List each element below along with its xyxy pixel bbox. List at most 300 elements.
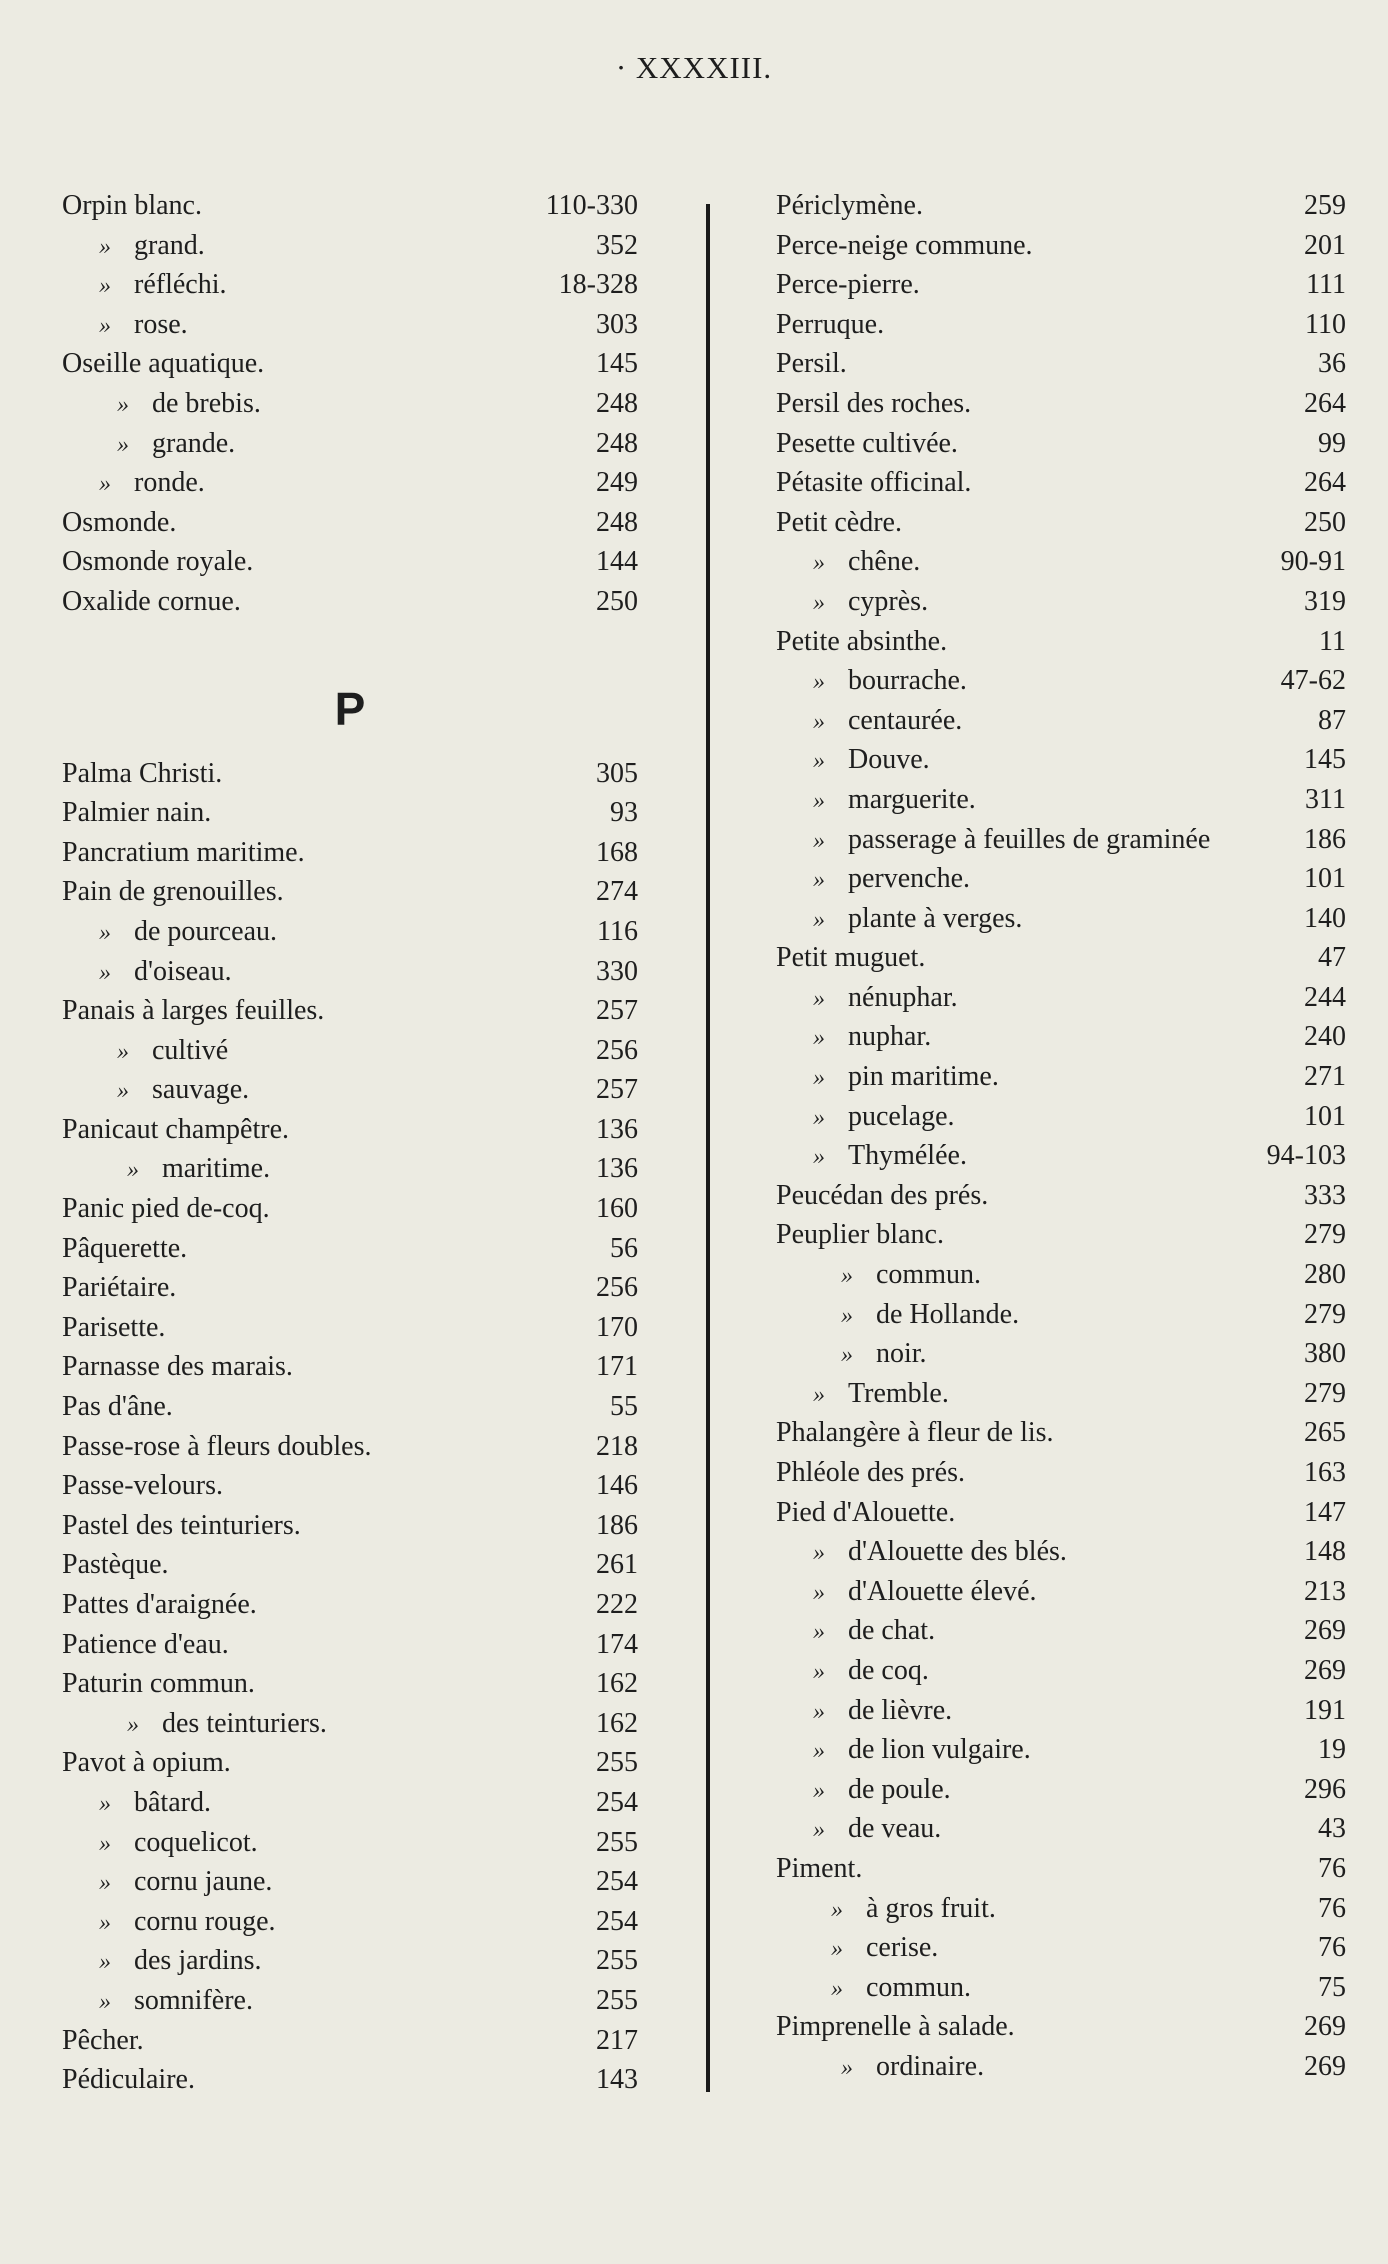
index-entry — [62, 1545, 638, 1585]
entry-term — [776, 1215, 944, 1255]
index-entry — [776, 424, 1346, 464]
entry-page-number: 222 — [596, 1589, 638, 1620]
index-entry — [62, 384, 638, 424]
index-entry — [776, 740, 1346, 780]
entry-page-number: 191 — [1304, 1694, 1346, 1726]
ditto-mark: » — [99, 1870, 111, 1897]
index-entry — [62, 1427, 638, 1467]
entry-term-text: Pain de grenouilles. — [62, 876, 284, 908]
entry-page-number: 330 — [596, 955, 638, 987]
entry-page-number: 148 — [1304, 1536, 1346, 1568]
index-entry — [776, 780, 1346, 820]
ditto-mark: » — [813, 1540, 825, 1567]
entry-page-number: 249 — [596, 467, 638, 499]
entry-term-text: Osmonde royale. — [62, 546, 254, 578]
entry-term-text: Orpin blanc. — [62, 190, 202, 221]
entry-term — [808, 701, 962, 743]
ditto-mark: » — [813, 1619, 825, 1646]
index-entry — [62, 1031, 638, 1071]
entry-page-number: 168 — [596, 836, 638, 868]
index-entry — [62, 1347, 638, 1387]
entry-term-text: Passe-velours. — [62, 1470, 223, 1502]
entry-term-text: Pancratium maritime. — [62, 836, 305, 868]
entry-term-text: Parnasse des marais. — [62, 1351, 293, 1383]
entry-term-text: somnifère. — [134, 1984, 253, 2016]
entry-term-text: bâtard. — [134, 1786, 211, 1818]
ditto-mark: » — [99, 1790, 111, 1817]
entry-term-text: Osmonde. — [62, 506, 177, 538]
entry-page-number: 255 — [596, 1945, 638, 1977]
index-entry — [776, 1532, 1346, 1572]
entry-page-number: 146 — [596, 1470, 638, 1502]
index-entry — [776, 503, 1346, 543]
entry-page-number: 256 — [596, 1034, 638, 1066]
entry-page-number: 170 — [596, 1311, 638, 1343]
entry-page-number: 305 — [596, 757, 638, 789]
section-letter — [62, 658, 638, 754]
entry-term-text: Persil. — [776, 348, 847, 380]
entry-term — [808, 859, 970, 901]
index-entry — [776, 1136, 1346, 1176]
index-entry — [776, 1017, 1346, 1057]
index-entry — [776, 344, 1346, 384]
entry-page-number: 11 — [1319, 625, 1346, 657]
entry-page-number: 279 — [1304, 1298, 1346, 1330]
entry-page-number: 186 — [596, 1509, 638, 1541]
index-entry — [62, 1625, 638, 1665]
index-entry — [62, 1268, 638, 1308]
entry-term — [808, 1532, 1067, 1574]
index-entry — [62, 1149, 638, 1189]
entry-term — [94, 1862, 272, 1904]
entry-term — [62, 1427, 371, 1467]
entry-term-text: Perruque. — [776, 308, 885, 340]
entry-term — [94, 912, 277, 954]
index-entry — [776, 1334, 1346, 1374]
ditto-mark: » — [813, 827, 825, 854]
index-entry — [776, 1889, 1346, 1929]
entry-term — [62, 582, 241, 622]
index-entry — [62, 226, 638, 266]
entry-term-text: bourrache. — [848, 665, 967, 697]
entry-term-text: Passe-rose à fleurs doubles. — [62, 1430, 372, 1462]
entry-page-number: 47 — [1318, 942, 1346, 974]
index-entry — [62, 2060, 638, 2100]
entry-page-number: 240 — [1304, 1021, 1346, 1053]
entry-term-text: ronde. — [134, 467, 205, 499]
entry-term-text: Phalangère à fleur de lis. — [776, 1417, 1054, 1449]
entry-page-number: 279 — [1304, 1219, 1346, 1251]
entry-page-number: 261 — [596, 1549, 638, 1581]
entry-page-number: 254 — [596, 1905, 638, 1937]
entry-page-number: 274 — [596, 876, 638, 908]
index-entry — [776, 226, 1346, 266]
entry-term-text: de pourceau. — [134, 915, 278, 947]
entry-term — [62, 186, 202, 226]
index-entry — [62, 872, 638, 912]
ditto-mark: » — [117, 391, 129, 418]
entry-page-number: 174 — [596, 1628, 638, 1660]
entry-page-number: 254 — [596, 1786, 638, 1818]
entry-term-text: Pattes d'araignée. — [62, 1589, 257, 1620]
ditto-mark: » — [813, 867, 825, 894]
entry-term — [808, 1611, 935, 1653]
entry-term-text: Pariétaire. — [62, 1272, 177, 1304]
entry-term — [94, 952, 232, 994]
entry-term — [62, 2021, 144, 2061]
entry-page-number: 93 — [610, 797, 638, 829]
entry-page-number: 76 — [1318, 1932, 1346, 1964]
entry-term — [836, 1334, 927, 1376]
index-entry — [776, 820, 1346, 860]
entry-term-text: Perce-neige commune. — [776, 229, 1033, 261]
entry-term-text: de lièvre. — [848, 1694, 953, 1726]
ditto-mark: » — [99, 959, 111, 986]
entry-term — [62, 1268, 176, 1308]
entry-term — [62, 1110, 289, 1150]
entry-term-text: plante à verges. — [848, 902, 1023, 934]
entry-page-number: 144 — [596, 546, 638, 578]
index-entry — [776, 1730, 1346, 1770]
index-entry — [776, 978, 1346, 1018]
entry-term-text: cyprès. — [848, 585, 929, 617]
entry-term-text: de veau. — [848, 1813, 942, 1845]
ditto-mark: » — [813, 985, 825, 1012]
entry-page-number: 110-330 — [545, 190, 638, 221]
index-entry — [776, 938, 1346, 978]
entry-page-number: 36 — [1318, 348, 1346, 380]
entry-term-text: Petite absinthe. — [776, 625, 948, 657]
index-entry — [776, 1651, 1346, 1691]
entry-page-number: 145 — [1304, 744, 1346, 776]
entry-page-number: 47-62 — [1280, 665, 1346, 697]
entry-term — [94, 1941, 262, 1983]
index-entry — [776, 2007, 1346, 2047]
ditto-mark: » — [813, 669, 825, 696]
entry-page-number: 352 — [596, 229, 638, 261]
entry-term-text: Petit muguet. — [776, 942, 926, 974]
entry-term — [62, 1585, 257, 1625]
entry-term-text: marguerite. — [848, 783, 976, 815]
index-entry — [776, 661, 1346, 701]
index-entry — [776, 899, 1346, 939]
entry-term — [62, 2060, 195, 2100]
index-entry — [776, 1611, 1346, 1651]
index-entry — [776, 1770, 1346, 1810]
entry-term-text: Thymélée. — [848, 1140, 967, 1172]
entry-page-number: 255 — [596, 1984, 638, 2016]
index-entry — [62, 1466, 638, 1506]
entry-term — [62, 1466, 223, 1506]
index-entry — [776, 186, 1346, 226]
ditto-mark: » — [127, 1711, 139, 1738]
entry-term — [808, 1374, 949, 1416]
index-entry — [776, 463, 1346, 503]
entry-page-number: 296 — [1304, 1773, 1346, 1805]
index-entry — [62, 1110, 638, 1150]
ditto-mark: » — [813, 1381, 825, 1408]
index-entry — [62, 1981, 638, 2021]
entry-page-number: 55 — [610, 1391, 638, 1423]
ditto-mark: » — [831, 1936, 843, 1963]
ditto-mark: » — [813, 1738, 825, 1765]
entry-term-text: des teinturiers. — [162, 1707, 327, 1739]
entry-term — [776, 186, 923, 226]
index-entry — [62, 793, 638, 833]
ditto-mark: » — [813, 1698, 825, 1725]
entry-term-text: à gros fruit. — [866, 1892, 996, 1924]
entry-term — [94, 1823, 258, 1865]
entry-term — [808, 1730, 1031, 1772]
entry-term — [62, 1545, 169, 1585]
entry-term-text: cultivé — [152, 1034, 229, 1066]
entry-term-text: Peucédan des prés. — [776, 1179, 989, 1211]
ditto-mark: » — [99, 919, 111, 946]
right-column — [776, 186, 1346, 2087]
ditto-mark: » — [99, 273, 111, 300]
entry-page-number: 162 — [596, 1668, 638, 1700]
entry-term-text: Pâquerette. — [62, 1232, 188, 1264]
column-divider — [706, 204, 710, 2092]
entry-term — [94, 1902, 276, 1944]
ditto-mark: » — [813, 1144, 825, 1171]
ditto-mark: » — [117, 431, 129, 458]
index-entry — [62, 1941, 638, 1981]
entry-term — [112, 384, 261, 426]
entry-term-text: des jardins. — [134, 1945, 262, 1977]
entry-page-number: 143 — [596, 2064, 638, 2096]
index-entry — [62, 265, 638, 305]
entry-term-text: de brebis. — [152, 387, 261, 419]
index-entry — [62, 1585, 638, 1625]
entry-page-number: 186 — [1304, 823, 1346, 855]
entry-page-number: 19 — [1318, 1734, 1346, 1766]
ditto-mark: » — [813, 906, 825, 933]
entry-page-number: 256 — [596, 1272, 638, 1304]
entry-page-number: 269 — [1304, 2011, 1346, 2043]
entry-page-number: 213 — [1304, 1575, 1346, 1607]
right-group — [776, 186, 1346, 2087]
entry-term — [62, 1743, 231, 1783]
index-entry — [62, 582, 638, 622]
entry-term-text: de coq. — [848, 1654, 929, 1686]
entry-term-text: ordinaire. — [876, 2050, 985, 2082]
entry-page-number: 254 — [596, 1866, 638, 1898]
entry-page-number: 244 — [1304, 981, 1346, 1013]
entry-term — [808, 780, 976, 822]
entry-term — [826, 1928, 938, 1970]
index-entry — [776, 622, 1346, 662]
entry-term-text: nénuphar. — [848, 981, 958, 1013]
index-entry — [62, 1902, 638, 1942]
entry-term — [808, 582, 928, 624]
entry-term — [776, 1453, 965, 1493]
index-entry — [776, 1374, 1346, 1414]
entry-page-number: 145 — [596, 348, 638, 380]
entry-page-number: 279 — [1304, 1377, 1346, 1409]
entry-page-number: 217 — [596, 2024, 638, 2056]
entry-term — [62, 872, 284, 912]
entry-term-text: Périclymène. — [776, 190, 923, 221]
entry-term-text: commun. — [876, 1259, 981, 1291]
index-entry — [62, 833, 638, 873]
entry-term — [112, 424, 235, 466]
entry-page-number: 265 — [1304, 1417, 1346, 1449]
entry-page-number: 110 — [1305, 308, 1346, 340]
entry-term — [62, 1189, 270, 1229]
entry-term-text: coquelicot. — [134, 1826, 258, 1858]
entry-page-number: 87 — [1318, 704, 1346, 736]
index-entry — [776, 1215, 1346, 1255]
index-entry — [776, 1493, 1346, 1533]
entry-term-text: Parisette. — [62, 1311, 166, 1343]
entry-term — [808, 1057, 999, 1099]
ditto-mark: » — [813, 1104, 825, 1131]
entry-term-text: Pêcher. — [62, 2024, 144, 2056]
entry-term — [776, 1413, 1054, 1453]
entry-term — [62, 542, 253, 582]
index-entry — [62, 2021, 638, 2061]
entry-page-number: 269 — [1304, 1615, 1346, 1647]
entry-term — [836, 1295, 1019, 1337]
index-entry — [776, 1413, 1346, 1453]
ditto-mark: » — [841, 2054, 853, 2081]
entry-term — [62, 1229, 187, 1269]
index-entry — [776, 2047, 1346, 2087]
index-entry — [62, 1704, 638, 1744]
index-entry — [776, 1928, 1346, 1968]
index-entry — [62, 1506, 638, 1546]
ditto-mark: » — [813, 1777, 825, 1804]
entry-term-text: d'Alouette élevé. — [848, 1575, 1037, 1607]
ditto-mark: » — [813, 748, 825, 775]
entry-term-text: Pétasite officinal. — [776, 467, 972, 499]
ditto-mark: » — [99, 1949, 111, 1976]
ditto-mark: » — [813, 1065, 825, 1092]
entry-term-text: Perce-pierre. — [776, 269, 920, 301]
index-entry — [62, 1387, 638, 1427]
entry-page-number: 136 — [596, 1113, 638, 1145]
entry-term-text: rose. — [134, 308, 188, 340]
entry-page-number: 171 — [596, 1351, 638, 1383]
entry-page-number: 248 — [596, 427, 638, 459]
entry-term-text: Persil des roches. — [776, 387, 972, 419]
section-letter-text: P — [334, 682, 366, 735]
entry-term-text: sauvage. — [152, 1074, 250, 1106]
entry-page-number: 250 — [596, 585, 638, 617]
entry-term-text: Pas d'âne. — [62, 1391, 173, 1423]
ditto-mark: » — [117, 1078, 129, 1105]
entry-page-number: 162 — [596, 1707, 638, 1739]
ditto-mark: » — [99, 471, 111, 498]
entry-term-text: maritime. — [162, 1153, 271, 1185]
index-entry — [776, 1691, 1346, 1731]
index-entry — [776, 859, 1346, 899]
entry-page-number: 257 — [596, 1074, 638, 1106]
entry-page-number: 90-91 — [1280, 546, 1346, 578]
entry-term — [776, 344, 847, 384]
entry-term — [808, 661, 967, 703]
ditto-mark: » — [813, 787, 825, 814]
left-column — [62, 186, 638, 2100]
entry-term — [62, 1308, 165, 1348]
entry-page-number: 303 — [596, 308, 638, 340]
index-entry — [62, 991, 638, 1031]
entry-page-number: 140 — [1304, 902, 1346, 934]
entry-page-number: 271 — [1304, 1061, 1346, 1093]
entry-term — [836, 1255, 981, 1297]
entry-term — [776, 384, 971, 424]
entry-term-text: Pastel des teinturiers. — [62, 1509, 301, 1541]
entry-term-text: de Hollande. — [876, 1298, 1020, 1330]
entry-term — [826, 1968, 971, 2010]
entry-term-text: Palmier nain. — [62, 797, 212, 829]
entry-term — [808, 1097, 955, 1139]
entry-term — [776, 2007, 1015, 2047]
entry-page-number: 250 — [1304, 506, 1346, 538]
entry-term-text: grande. — [152, 427, 236, 459]
entry-term-text: Pied d'Alouette. — [776, 1496, 956, 1528]
entry-page-number: 311 — [1305, 783, 1346, 815]
left-group-o — [62, 186, 638, 622]
entry-page-number: 257 — [596, 995, 638, 1027]
index-entry — [62, 1862, 638, 1902]
index-entry — [776, 1176, 1346, 1216]
entry-term-text: Palma Christi. — [62, 757, 223, 789]
entry-term-text: Tremble. — [848, 1377, 949, 1409]
entry-term-text: commun. — [866, 1971, 971, 2003]
entry-page-number: 380 — [1304, 1338, 1346, 1370]
entry-term — [62, 1387, 173, 1427]
ditto-mark: » — [831, 1896, 843, 1923]
entry-page-number: 18-328 — [558, 269, 638, 301]
entry-term-text: Panais à larges feuilles. — [62, 995, 325, 1027]
ditto-mark: » — [99, 1909, 111, 1936]
entry-term-text: Panic pied de-coq. — [62, 1193, 270, 1225]
entry-term-text: d'oiseau. — [134, 955, 232, 987]
entry-term — [62, 991, 324, 1031]
entry-page-number: 248 — [596, 506, 638, 538]
entry-term — [776, 938, 925, 978]
index-entry — [62, 1664, 638, 1704]
entry-term-text: pucelage. — [848, 1100, 955, 1132]
index-entry — [776, 582, 1346, 622]
entry-term-text: Panicaut champêtre. — [62, 1113, 290, 1145]
entry-term-text: Petit cèdre. — [776, 506, 902, 538]
entry-page-number: 76 — [1318, 1852, 1346, 1884]
ditto-mark: » — [127, 1157, 139, 1184]
entry-term-text: passerage à feuilles de graminée — [848, 823, 1211, 855]
entry-term-text: Pédiculaire. — [62, 2064, 195, 2096]
entry-term — [112, 1070, 249, 1112]
entry-term-text: de poule. — [848, 1773, 951, 1805]
entry-page-number: 264 — [1304, 467, 1346, 499]
entry-term — [776, 503, 902, 543]
entry-term — [94, 305, 188, 347]
entry-term-text: de lion vulgaire. — [848, 1734, 1031, 1766]
entry-page-number: 99 — [1318, 427, 1346, 459]
entry-page-number: 116 — [597, 915, 638, 947]
index-entry — [776, 384, 1346, 424]
entry-page-number: 136 — [596, 1153, 638, 1185]
entry-term — [776, 226, 1033, 266]
ditto-mark: » — [99, 233, 111, 260]
entry-page-number: 201 — [1304, 229, 1346, 261]
entry-term — [776, 305, 884, 345]
entry-term — [836, 2047, 984, 2089]
entry-term-text: Douve. — [848, 744, 930, 776]
entry-term — [776, 424, 958, 464]
